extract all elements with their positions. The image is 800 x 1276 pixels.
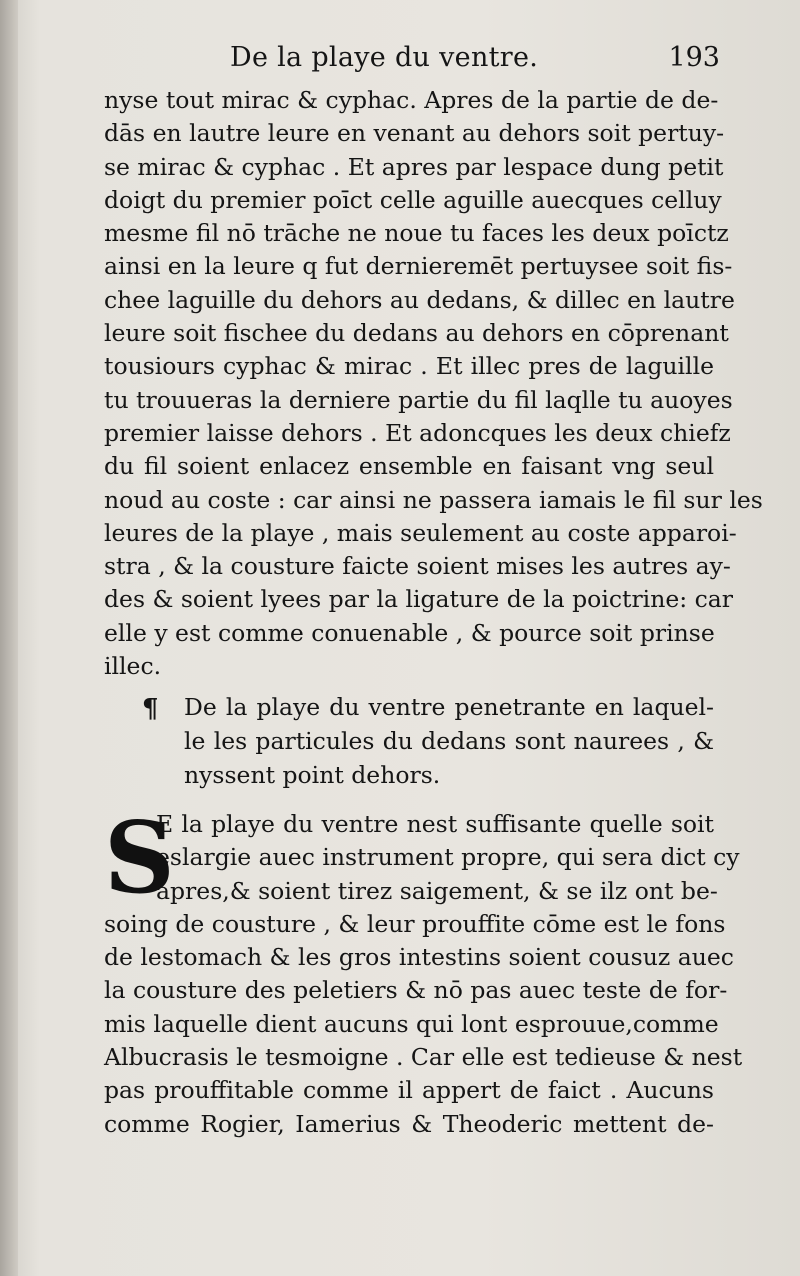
text-line: mesme fil nō trāche ne noue tu faces les deux poīctz [104, 219, 729, 248]
heading-line: De la playe du ventre penetrante en laquel- [184, 693, 714, 721]
text-line: soing de cousture , & leur prouffite cōme est le fons [104, 909, 726, 938]
text-line: eslargie auec instrument propre, qui sera dict cy [156, 843, 740, 872]
paragraph-continued [104, 84, 763, 683]
running-title: De la playe du ventre. [230, 42, 539, 73]
section-heading [142, 690, 714, 792]
text-line: nyse tout mirac & cyphac. Apres de la partie de de- [104, 86, 719, 114]
drop-cap: S [104, 801, 175, 916]
text-line: de lestomach & les gros intestins soient cousuz auec [104, 943, 734, 972]
text-line: noud au coste : car ainsi ne passera iamais le fil sur les [104, 485, 763, 514]
text-line: la cousture des peletiers & nō pas auec teste de for- [104, 976, 728, 1005]
text-line: du fil soient enlacez ensemble en faisant vng seul [104, 452, 714, 481]
text-line: doigt du premier poīct celle aguille auecques celluy [104, 185, 722, 214]
heading-line: nyssent point dehors. [184, 761, 441, 789]
page-number: 193 [668, 42, 720, 73]
text-line: E la playe du ventre nest suffisante quelle soit [156, 810, 714, 838]
text-line: stra , & la cousture faicte soient mises les autres ay- [104, 552, 731, 581]
page-header [100, 42, 720, 82]
text-line: leures de la playe , mais seulement au coste apparoi- [104, 518, 737, 547]
text-line: apres,& soient tirez saigement, & se ilz ont be- [156, 876, 718, 905]
text-line: Albucrasis le tesmoigne . Car elle est tedieuse & nest [104, 1043, 743, 1072]
text-line: pas prouffitable comme il appert de faict . Aucuns [104, 1076, 714, 1105]
heading-line: le les particules du dedans sont naurees , & [184, 727, 714, 755]
text-line: se mirac & cyphac . Et apres par lespace dung petit [104, 152, 724, 181]
page-spine-shadow [0, 0, 18, 1276]
text-line: leure soit fischee du dedans au dehors en cōprenant [104, 319, 729, 348]
text-line: dās en lautre leure en venant au dehors soit pertuy- [104, 119, 725, 148]
text-line: premier laisse dehors . Et adoncques les deux chiefz [104, 418, 731, 447]
text-line: chee laguille du dehors au dedans, & dillec en lautre [104, 285, 735, 314]
paragraph-new [104, 801, 743, 1141]
text-line: elle y est comme conuenable , & pource soit prinse [104, 618, 715, 647]
text-line: mis laquelle dient aucuns qui lont esprouue,comme [104, 1009, 719, 1038]
text-line: tousiours cyphac & mirac . Et illec pres de laguille [104, 352, 714, 381]
pilcrow-icon: ¶ [142, 694, 159, 724]
text-line: comme Rogier, Iamerius & Theoderic mettent de- [104, 1109, 714, 1138]
text-line: illec. [104, 652, 162, 681]
text-line: ainsi en la leure q fut dernieremēt pertuysee soit fis- [104, 252, 733, 281]
text-line: tu trouueras la derniere partie du fil laqlle tu auoyes [104, 385, 733, 414]
text-line: des & soient lyees par la ligature de la poictrine: car [104, 585, 734, 614]
